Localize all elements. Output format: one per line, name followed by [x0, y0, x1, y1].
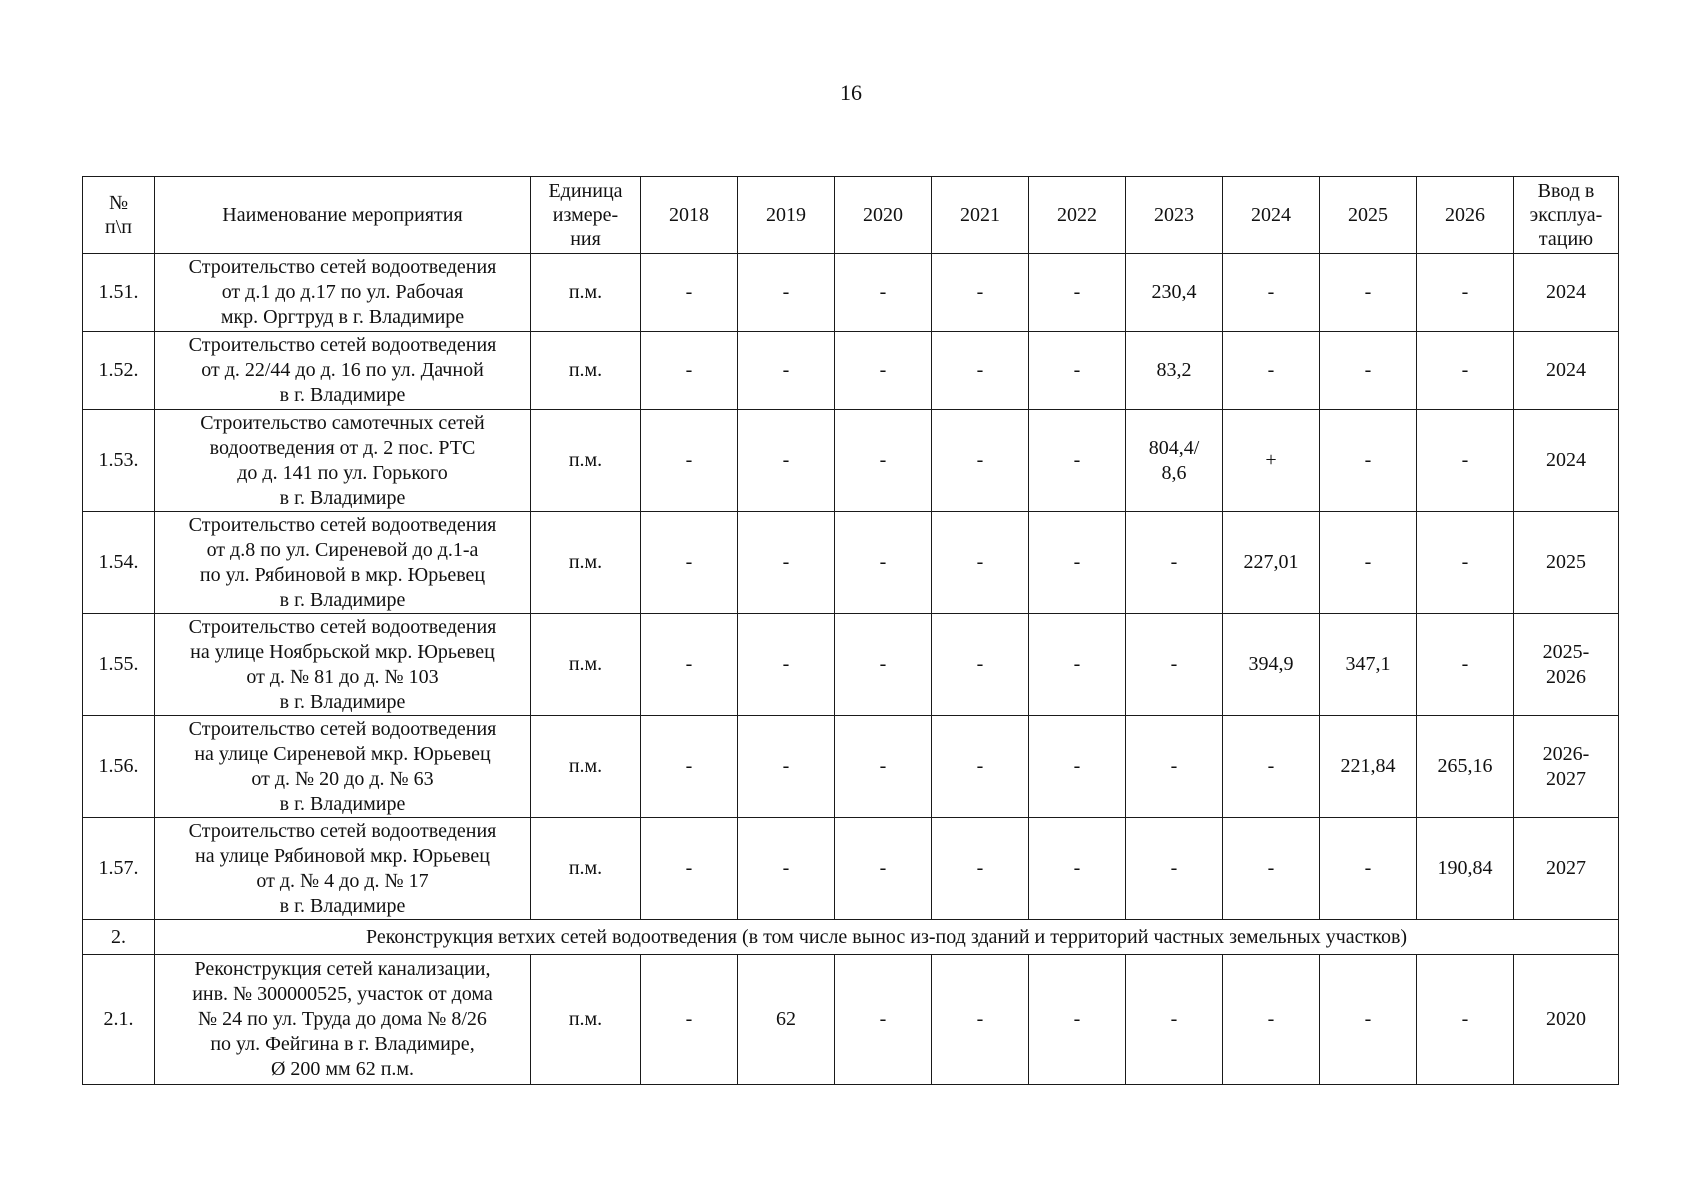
row-num: 1.56.: [83, 716, 155, 818]
row-value: -: [835, 410, 932, 512]
row-value: -: [1029, 716, 1126, 818]
row-num: 1.51.: [83, 254, 155, 332]
row-commission: 2024: [1514, 410, 1619, 512]
row-value: -: [1417, 512, 1514, 614]
row-commission: 2025- 2026: [1514, 614, 1619, 716]
row-value: -: [835, 254, 932, 332]
row-name: Реконструкция сетей канализации, инв. № 300000525, участок от дома № 24 по ул. Труда до дома № 8/26 по ул. Фейгина в г. Владимире, Ø 200 мм 62 п.м.: [155, 955, 531, 1085]
row-commission: 2027: [1514, 818, 1619, 920]
row-value: -: [932, 410, 1029, 512]
row-name: Строительство сетей водоотведения на улице Рябиновой мкр. Юрьевец от д. № 4 до д. № 17 в г. Владимире: [155, 818, 531, 920]
header-unit-text: Единица измере- ния: [548, 180, 623, 250]
row-name: Строительство сетей водоотведения от д.1 до д.17 по ул. Рабочая мкр. Оргтруд в г. Владимире: [155, 254, 531, 332]
header-unit: [531, 177, 641, 254]
row-value: -: [932, 332, 1029, 410]
header-row: [83, 177, 1619, 254]
table-row: [83, 410, 1619, 512]
row-value: -: [1417, 332, 1514, 410]
header-num-text: № п\п: [105, 192, 132, 238]
row-value: -: [1029, 254, 1126, 332]
row-num: 2.1.: [83, 955, 155, 1085]
row-value: -: [835, 614, 932, 716]
row-unit: п.м.: [531, 410, 641, 512]
row-value: -: [1126, 716, 1223, 818]
row-value: -: [835, 955, 932, 1085]
header-year-text: 2025: [1348, 204, 1388, 226]
row-value: -: [1126, 818, 1223, 920]
header-year: [1223, 177, 1320, 254]
header-name-text: Наименование мероприятия: [222, 204, 463, 226]
row-value: -: [1223, 332, 1320, 410]
row-commission: 2026- 2027: [1514, 716, 1619, 818]
sewerage-plan-table: [82, 176, 1619, 1085]
header-year-text: 2023: [1154, 204, 1194, 226]
row-value: -: [641, 716, 738, 818]
row-value: 221,84: [1320, 716, 1417, 818]
row-name: Строительство самотечных сетей водоотведения от д. 2 пос. РТС до д. 141 по ул. Горького в г. Владимире: [155, 410, 531, 512]
row-value: -: [738, 332, 835, 410]
row-value: -: [932, 716, 1029, 818]
row-commission: 2025: [1514, 512, 1619, 614]
row-value: -: [1417, 410, 1514, 512]
row-value: -: [738, 410, 835, 512]
header-commission: [1514, 177, 1619, 254]
row-unit: п.м.: [531, 955, 641, 1085]
row-num: 1.57.: [83, 818, 155, 920]
row-value: -: [738, 254, 835, 332]
header-name: [155, 177, 531, 254]
row-value: -: [738, 512, 835, 614]
row-value: -: [932, 955, 1029, 1085]
row-value: -: [1320, 254, 1417, 332]
row-commission: 2020: [1514, 955, 1619, 1085]
row-unit: п.м.: [531, 818, 641, 920]
row-value: -: [1029, 332, 1126, 410]
row-value: -: [1417, 614, 1514, 716]
row-value: -: [1320, 818, 1417, 920]
row-value: -: [641, 254, 738, 332]
section-2: [83, 920, 1619, 955]
row-value: -: [1320, 332, 1417, 410]
row-value: -: [738, 614, 835, 716]
row-num: 1.54.: [83, 512, 155, 614]
table-row: [83, 614, 1619, 716]
row-value: 394,9: [1223, 614, 1320, 716]
row-value: -: [1320, 955, 1417, 1085]
row-value: -: [1126, 512, 1223, 614]
header-year-text: 2022: [1057, 204, 1097, 226]
header-year: [1126, 177, 1223, 254]
row-value: -: [835, 818, 932, 920]
row-value: 227,01: [1223, 512, 1320, 614]
table-row: [83, 512, 1619, 614]
header-num: [83, 177, 155, 254]
header-year: [738, 177, 835, 254]
table-row: [83, 254, 1619, 332]
row-value: -: [1029, 818, 1126, 920]
row-value: 62: [738, 955, 835, 1085]
row-value: -: [738, 818, 835, 920]
header-year: [1417, 177, 1514, 254]
header-year-text: 2019: [766, 204, 806, 226]
row-num: 1.52.: [83, 332, 155, 410]
row-value: -: [1223, 254, 1320, 332]
row-value: -: [1320, 410, 1417, 512]
row-value: -: [1126, 955, 1223, 1085]
row-value: -: [835, 332, 932, 410]
row-name: Строительство сетей водоотведения на улице Сиреневой мкр. Юрьевец от д. № 20 до д. № 63 в г. Владимире: [155, 716, 531, 818]
page-number: 16: [840, 80, 862, 105]
section-title: Реконструкция ветхих сетей водоотведения (в том числе вынос из-под зданий и территорий частных земельных участков): [155, 920, 1619, 955]
header-year: [1029, 177, 1126, 254]
section-num: 2.: [83, 920, 155, 955]
row-value: -: [641, 410, 738, 512]
row-value: -: [932, 512, 1029, 614]
row-value: -: [641, 332, 738, 410]
row-value: -: [1029, 955, 1126, 1085]
row-value: -: [1223, 818, 1320, 920]
row-num: 1.53.: [83, 410, 155, 512]
row-value: -: [932, 254, 1029, 332]
row-unit: п.м.: [531, 614, 641, 716]
row-value: -: [1029, 614, 1126, 716]
table-row: [83, 332, 1619, 410]
section-row: [83, 920, 1619, 955]
table-row: [83, 955, 1619, 1085]
row-value: -: [1029, 512, 1126, 614]
rows-section-1: [83, 254, 1619, 920]
row-value: -: [1126, 614, 1223, 716]
row-unit: п.м.: [531, 716, 641, 818]
row-value: +: [1223, 410, 1320, 512]
row-value: 230,4: [1126, 254, 1223, 332]
row-value: 83,2: [1126, 332, 1223, 410]
row-commission: 2024: [1514, 254, 1619, 332]
table-row: [83, 818, 1619, 920]
header-year: [932, 177, 1029, 254]
row-commission: 2024: [1514, 332, 1619, 410]
row-value: -: [738, 716, 835, 818]
row-name: Строительство сетей водоотведения от д. 22/44 до д. 16 по ул. Дачной в г. Владимире: [155, 332, 531, 410]
row-name: Строительство сетей водоотведения от д.8 по ул. Сиреневой до д.1-а по ул. Рябиновой в мкр. Юрьевец в г. Владимире: [155, 512, 531, 614]
row-value: -: [641, 614, 738, 716]
row-value: -: [1417, 955, 1514, 1085]
row-value: -: [641, 955, 738, 1085]
header-year-text: 2026: [1445, 204, 1485, 226]
header-year-text: 2020: [863, 204, 903, 226]
row-value: 190,84: [1417, 818, 1514, 920]
row-name: Строительство сетей водоотведения на улице Ноябрьской мкр. Юрьевец от д. № 81 до д. № 103 в г. Владимире: [155, 614, 531, 716]
row-value: -: [932, 818, 1029, 920]
header-year: [641, 177, 738, 254]
row-value: -: [1223, 955, 1320, 1085]
row-value: -: [1223, 716, 1320, 818]
row-value: 265,16: [1417, 716, 1514, 818]
row-unit: п.м.: [531, 512, 641, 614]
row-value: -: [932, 614, 1029, 716]
row-value: -: [1417, 254, 1514, 332]
row-unit: п.м.: [531, 332, 641, 410]
header-year: [835, 177, 932, 254]
row-value: -: [835, 716, 932, 818]
header-year: [1320, 177, 1417, 254]
header-year-text: 2018: [669, 204, 709, 226]
row-value: 804,4/ 8,6: [1126, 410, 1223, 512]
header-year-text: 2024: [1251, 204, 1291, 226]
row-value: -: [641, 512, 738, 614]
row-value: -: [1029, 410, 1126, 512]
row-value: -: [641, 818, 738, 920]
table-row: [83, 716, 1619, 818]
row-value: -: [835, 512, 932, 614]
row-unit: п.м.: [531, 254, 641, 332]
rows-section-2: [83, 955, 1619, 1085]
header-year-text: 2021: [960, 204, 1000, 226]
header-commission-text: Ввод в эксплуа- тацию: [1529, 180, 1603, 250]
row-num: 1.55.: [83, 614, 155, 716]
row-value: -: [1320, 512, 1417, 614]
row-value: 347,1: [1320, 614, 1417, 716]
